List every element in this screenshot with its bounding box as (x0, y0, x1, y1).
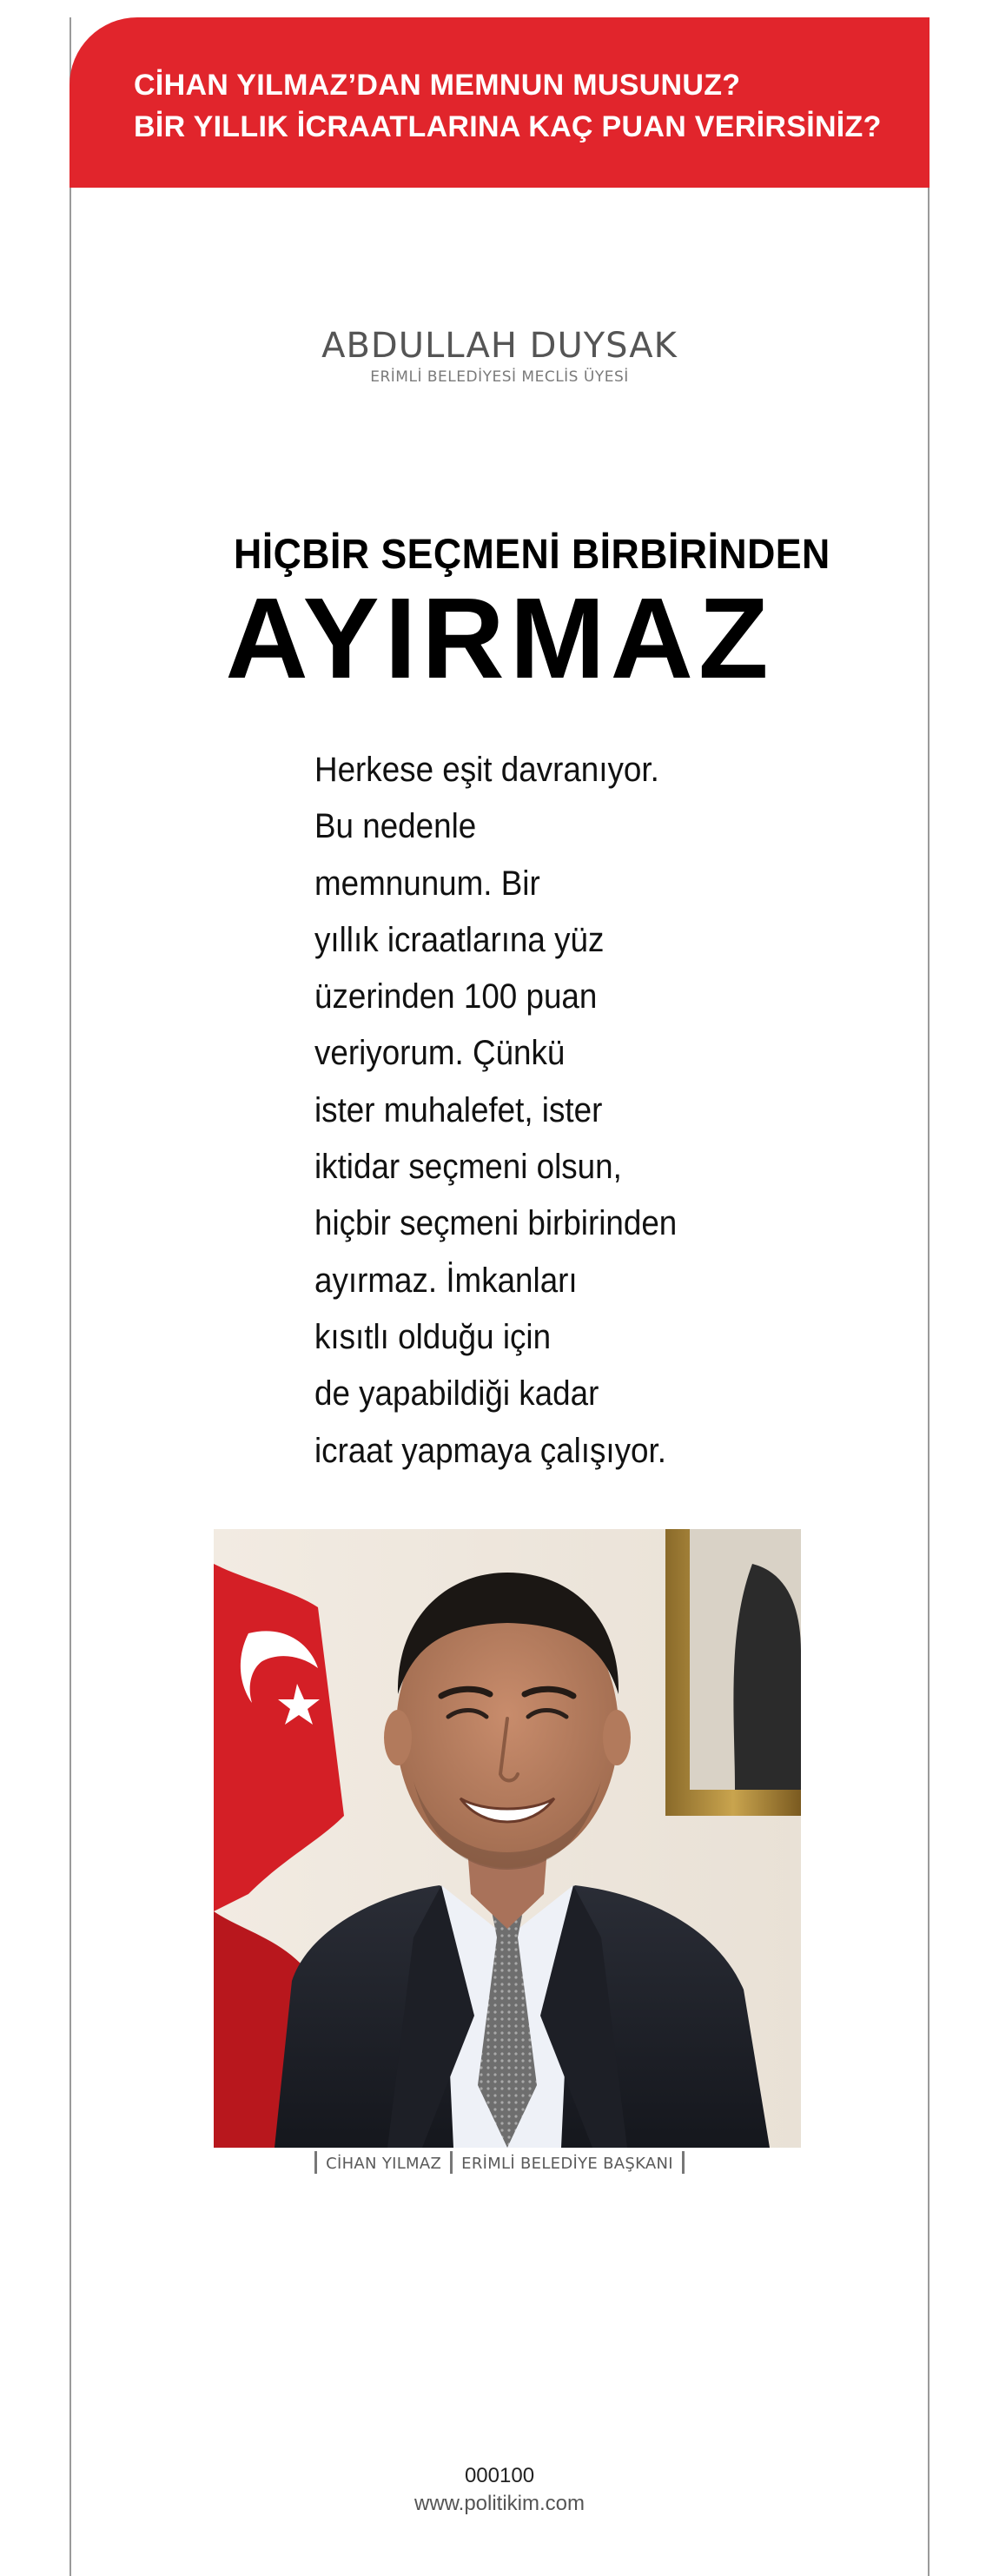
body-text: Herkese eşit davranıyor. Bu nedenle memnunum. Bir yıllık icraatlarına yüz üzerinden 100 puan veriyorum. Çünkü ister muhalefet, ister iktidar seçmeni olsun, hiçbir seçmeni birbirinden ayırmaz. İmkanları kısıtlı olduğu için de yapabildiği kadar icraat yapmaya çalışıyor. (314, 751, 678, 1470)
headline (214, 530, 830, 702)
footer-code: 000100 (464, 2464, 535, 2487)
banner-question-1: CİHAN YILMAZ’DAN MEMNUN MUSUNUZ? (134, 69, 741, 102)
caption-divider (450, 2151, 453, 2174)
banner-question-2: BİR YILLIK İCRAATLARINA KAÇ PUAN VERİRSİNİZ? (134, 110, 882, 143)
footer (69, 2462, 930, 2518)
headline-main: AYIRMAZ (225, 574, 774, 702)
author-title: ERİMLİ BELEDİYESİ MECLİS ÜYESİ (370, 368, 629, 386)
header-banner (69, 17, 930, 188)
author-block (69, 323, 930, 386)
footer-site: www.politikim.com (413, 2492, 586, 2515)
portrait-photo-icon (214, 1529, 801, 2148)
caption-name: CİHAN YILMAZ (326, 2155, 442, 2173)
caption-role: ERİMLİ BELEDİYE BAŞKANI (461, 2155, 673, 2173)
photo-caption (69, 2153, 930, 2175)
caption-divider (314, 2151, 317, 2174)
author-name: ABDULLAH DUYSAK (321, 326, 678, 366)
headline-kicker: HİÇBİR SEÇMENİ BİRBİRİNDEN (234, 532, 830, 578)
caption-divider (682, 2151, 685, 2174)
portrait-photo (214, 1529, 801, 2148)
